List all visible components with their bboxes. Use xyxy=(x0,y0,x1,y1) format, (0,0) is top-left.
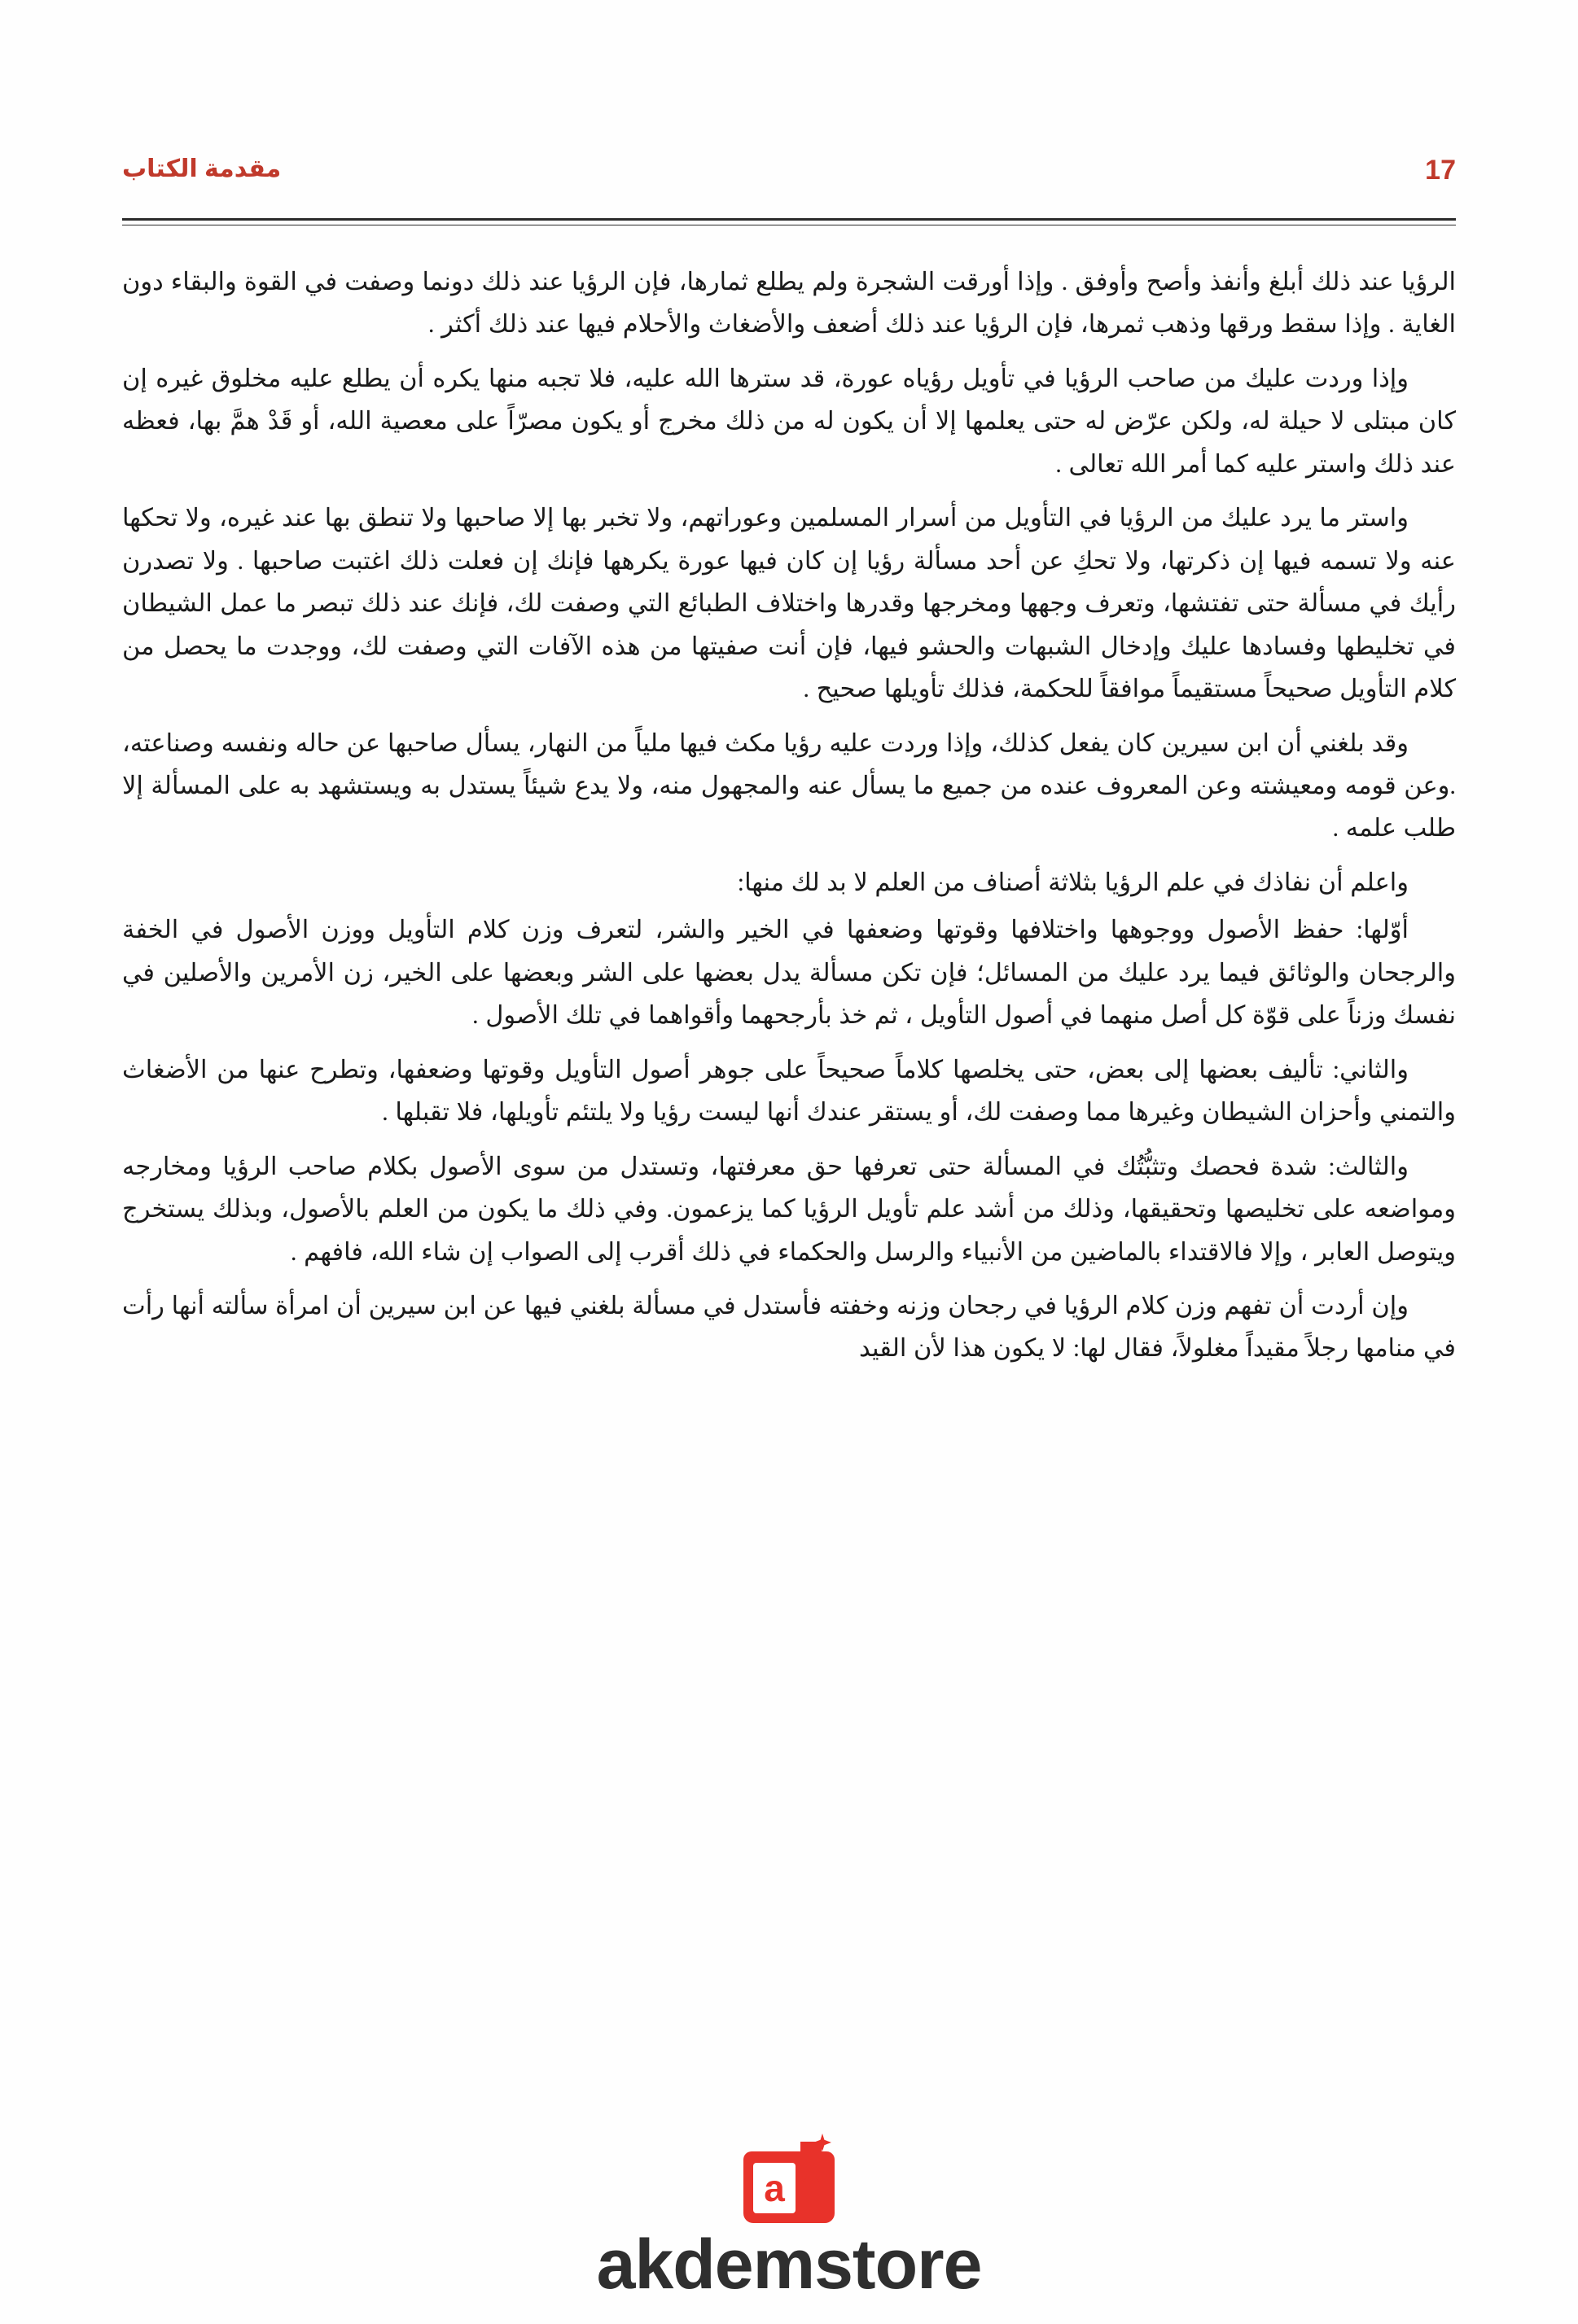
paragraph: واعلم أن نفاذك في علم الرؤيا بثلاثة أصناف من العلم لا بد لك منها: xyxy=(737,868,1409,896)
paragraph: واستر ما يرد عليك من الرؤيا في التأويل من أسرار المسلمين وعوراتهم، ولا تخبر بها إلا صاحبها ولا تنطق بها عند غيره، ولا تحكها عنه ولا تسمه فيها إن ذكرتها، ولا تحكِ عن أحد مسألة رؤيا إن كان فيها عورة يكرهها فإنك إن فعلت ذلك اغتبت صاحبها . ولا تصدرن رأيك في مسألة حتى تفتشها، وتعرف وجهها ومخرجها وقدرها واختلاف الطبائع التي وصفت لك، فإنك عند ذلك تبصر ما عمل الشيطان في تخليطها وفسادها عليك وإدخال الشبهات والحشو فيها، فإن أنت صفيتها من هذه الآفات التي وصفت لك، ووجدت ما يحصل من كلام التأويل صحيحاً مستقيماً موافقاً للحكمة، فذلك تأويلها صحيح . xyxy=(122,504,1456,703)
paragraph: أوّلها: حفظ الأصول ووجوهها واختلافها وقوتها وضعفها في الخير والشر، لتعرف وزن كلام التأويل ووزن الأصول في الخفة والرجحان والوثائق فيما يرد عليك من المسائل؛ فإن تكن مسألة يدل بعضها على الشر وبعضها على الخير، زن الأمرين والأصلين في نفسك وزناً على قوّة كل أصل منهما في أصول التأويل ، ثم خذ بأرجحهما وأقواهما في تلك الأصول . xyxy=(122,916,1456,1030)
logo-letter: a xyxy=(764,2167,785,2209)
page-header xyxy=(122,155,1456,212)
header-chapter-title: مقدمة الكتاب xyxy=(122,155,282,182)
paragraph: والثالث: شدة فحصك وتثبُّتُك في المسألة حتى تعرفها حق معرفتها، وتستدل من سوى الأصول بكلام صاحب الرؤيا ومخارجه ومواضعه على تخليصها وتحقيقها، وذلك من أشد علم تأويل الرؤيا كما يزعمون. وفي ذلك ما يكون من العلم بالأصول، وبذلك يستخرج ويتوصل العابر ، وإلا فالاقتداء بالماضين من الأنبياء والرسل والحكماء في ذلك أقرب إلى الصواب إن شاء الله، فافهم . xyxy=(122,1152,1456,1266)
page-number: 17 xyxy=(1425,155,1456,186)
paragraph: والثاني: تأليف بعضها إلى بعض، حتى يخلصها كلاماً صحيحاً على جوهر أصول التأويل وقوتها وضعفها، وتطرح عنها من الأضغاث والتمني وأحزان الشيطان وغيرها مما وصفت لك، أو يستقر عندك أنها ليست رؤيا ولا يلتئم تأويلها، فلا تقبلها . xyxy=(122,1055,1456,1127)
paragraph: الرؤيا عند ذلك أبلغ وأنفذ وأصح وأوفق . وإذا أورقت الشجرة ولم يطلع ثمارها، فإن الرؤيا عند ذلك دونما وصفت في القوة والبقاء دون الغاية . وإذا سقط ورقها وذهب ثمرها، فإن الرؤيا عند ذلك أضعف والأضغاث والأحلام فيها عند ذلك أكثر . xyxy=(122,268,1456,339)
brand-wordmark: akdemstore xyxy=(596,2226,982,2304)
paragraph: وقد بلغني أن ابن سيرين كان يفعل كذلك، وإذا وردت عليه رؤيا مكث فيها ملياً من النهار، يسأل صاحبها عن حاله ونفسه وصناعته، .وعن قومه ومعيشته وعن المعروف عنده من جميع ما يسأل عنه والمجهول منه، ولا يدع شيئاً يستدل به ويستشهد به على المسألة إلا طلب علمه . xyxy=(122,729,1456,843)
header-divider-rule xyxy=(122,218,1456,221)
footer-brand-logo xyxy=(0,2134,1578,2304)
body-text-column xyxy=(122,260,1456,1381)
paragraph: وإن أردت أن تفهم وزن كلام الرؤيا في رجحان وزنه وخفته فأستدل في مسألة بلغني فيها عن ابن سيرين أن امرأة سألته أنها رأت في منامها رجلاً مقيداً مغلولاً، فقال لها: لا يكون هذا لأن القيد xyxy=(122,1291,1456,1363)
book-icon xyxy=(743,2134,835,2225)
paragraph: وإذا وردت عليك من صاحب الرؤيا في تأويل رؤياه عورة، قد سترها الله عليه، فلا تجبه منها يكره أن يطلع عليه مخلوق غيره إن كان مبتلى لا حيلة له، ولكن عرّض له حتى يعلمها إلا أن يكون له من ذلك مخرج أو يكون مصرّاً على معصية الله، أو قَدْ همَّ بها، فعظه عند ذلك واستر عليه كما أمر الله تعالى . xyxy=(122,364,1456,478)
